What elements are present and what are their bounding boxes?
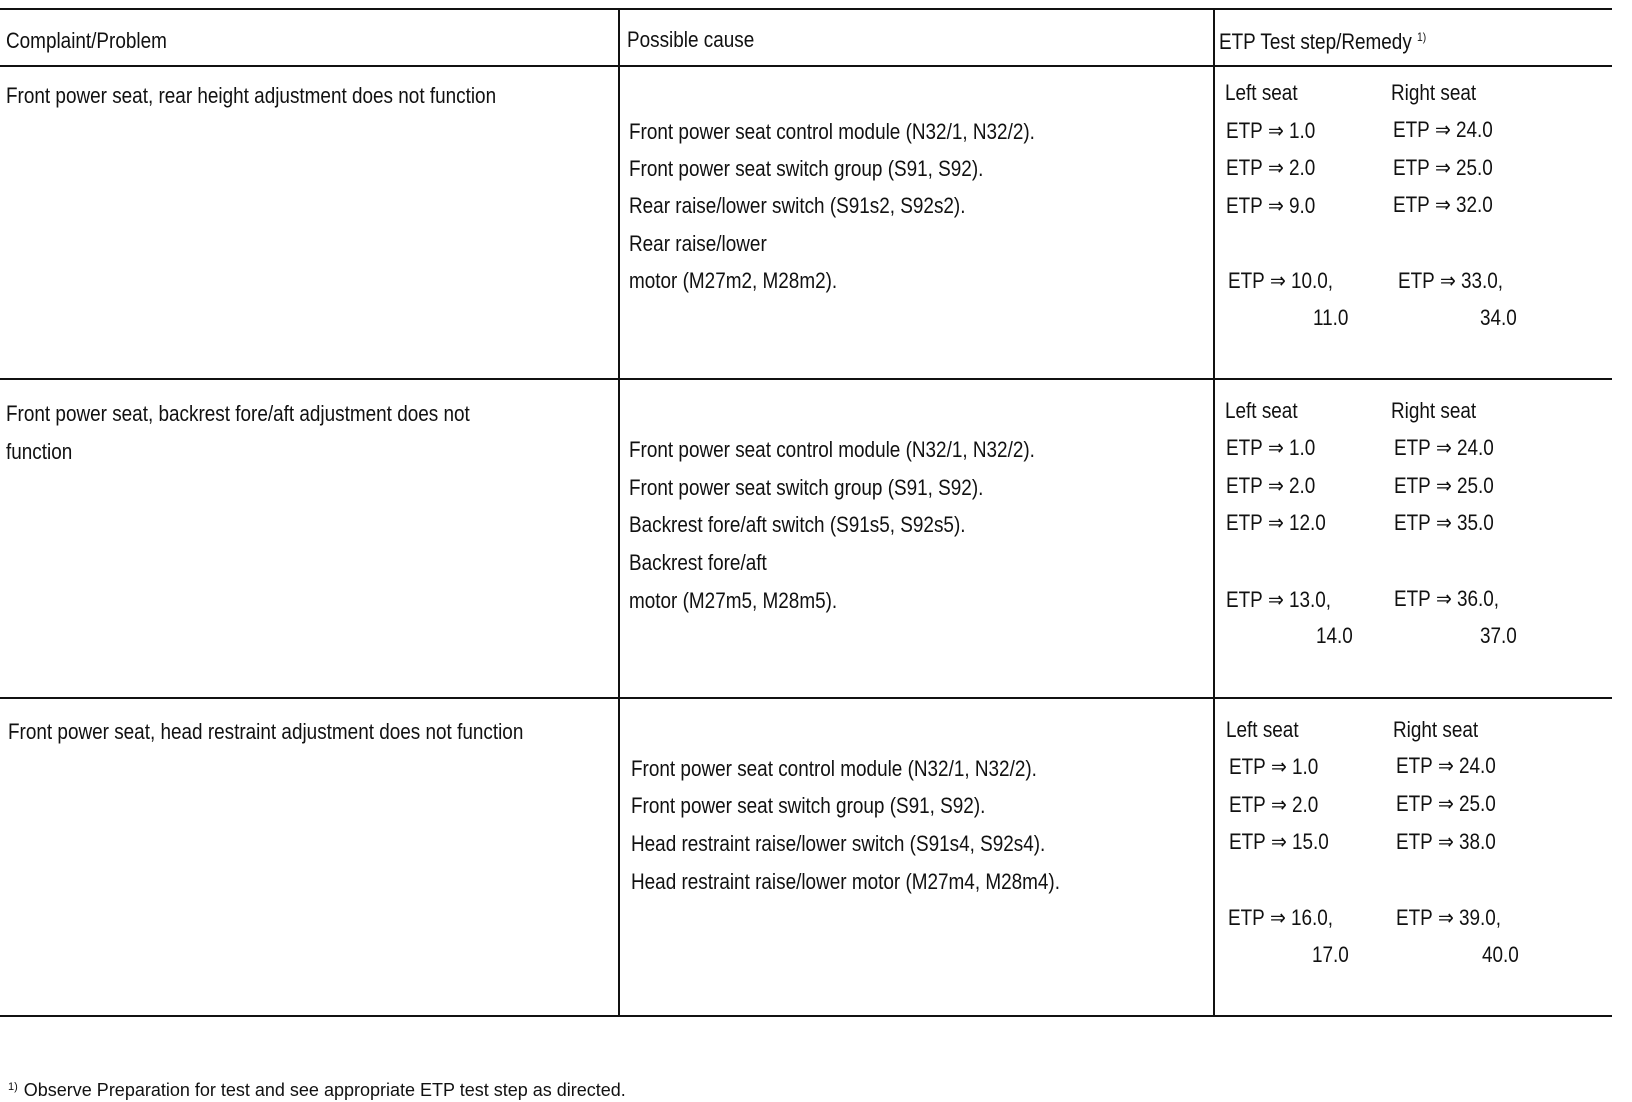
row2-cause-3: Backrest fore/aft switch (S91s5, S92s5). [629, 512, 966, 537]
arrow-icon: ⇒ [1267, 510, 1284, 535]
row2-right-seat-label: Right seat [1391, 398, 1477, 423]
row1-bottom-rule [0, 378, 1612, 380]
row1-right-step-2: ETP ⇒ 25.0 [1393, 155, 1493, 180]
row1-cause-2: Front power seat switch group (S91, S92). [629, 156, 984, 181]
arrow-icon: ⇒ [1267, 193, 1284, 218]
arrow-icon: ⇒ [1267, 155, 1284, 180]
arrow-icon: ⇒ [1267, 587, 1284, 612]
arrow-icon: ⇒ [1434, 117, 1451, 142]
header-remedy: ETP Test step/Remedy $^{1)}$ [1219, 29, 1427, 54]
header-possible-cause: Possible cause [627, 27, 755, 52]
row2-left-step-2: ETP ⇒ 2.0 [1226, 473, 1316, 498]
row2-left-step-4: ETP ⇒ 13.0, [1226, 587, 1332, 612]
footnote [8, 1076, 626, 1101]
table-top-rule [0, 8, 1612, 10]
arrow-icon: ⇒ [1270, 792, 1287, 817]
row2-bottom-rule [0, 697, 1612, 699]
arrow-icon: ⇒ [1435, 586, 1452, 611]
row2-right-step-4: ETP ⇒ 36.0, [1394, 586, 1500, 611]
row3-cause-2: Front power seat switch group (S91, S92). [631, 793, 986, 818]
row1-left-step-3: ETP ⇒ 9.0 [1226, 193, 1316, 218]
arrow-icon: ⇒ [1270, 754, 1287, 779]
row3-right-step-3: ETP ⇒ 38.0 [1396, 829, 1496, 854]
row1-complaint: Front power seat, rear height adjustment does not function [6, 83, 497, 108]
row3-left-step-2: ETP ⇒ 2.0 [1229, 792, 1319, 817]
arrow-icon: ⇒ [1267, 118, 1284, 143]
row2-cause-4: Backrest fore/aft [629, 550, 767, 575]
row3-right-step-4: ETP ⇒ 39.0, [1396, 905, 1502, 930]
arrow-icon: ⇒ [1435, 510, 1452, 535]
row2-right-step-2: ETP ⇒ 25.0 [1394, 473, 1494, 498]
row1-right-step-1: ETP ⇒ 24.0 [1393, 117, 1493, 142]
table-bottom-rule [0, 1015, 1612, 1017]
row1-cause-3: Rear raise/lower switch (S91s2, S92s2). [629, 193, 966, 218]
row2-cause-2: Front power seat switch group (S91, S92). [629, 475, 984, 500]
row3-left-seat-label: Left seat [1226, 717, 1299, 742]
footnote-ref: 1) [1416, 30, 1427, 44]
row1-right-seat-label: Right seat [1391, 80, 1477, 105]
header-bottom-rule [0, 65, 1612, 67]
row2-left-step-1: ETP ⇒ 1.0 [1226, 435, 1316, 460]
arrow-icon: ⇒ [1435, 473, 1452, 498]
arrow-icon: ⇒ [1437, 791, 1454, 816]
row3-left-step-3: ETP ⇒ 15.0 [1229, 829, 1329, 854]
row2-left-seat-label: Left seat [1225, 398, 1298, 423]
arrow-icon: ⇒ [1437, 753, 1454, 778]
row1-cause-1: Front power seat control module (N32/1, N32/2). [629, 119, 1035, 144]
row3-left-step-4-cont: 17.0 [1312, 942, 1349, 967]
row2-left-step-3: ETP ⇒ 12.0 [1226, 510, 1326, 535]
arrow-icon: ⇒ [1267, 473, 1284, 498]
row1-right-step-3: ETP ⇒ 32.0 [1393, 192, 1493, 217]
arrow-icon: ⇒ [1269, 905, 1286, 930]
row3-right-step-4-cont: 40.0 [1482, 942, 1519, 967]
row2-right-step-4-cont: 37.0 [1480, 623, 1517, 648]
arrow-icon: ⇒ [1267, 435, 1284, 460]
arrow-icon: ⇒ [1439, 268, 1456, 293]
row1-left-step-4-cont: 11.0 [1313, 305, 1349, 330]
row2-complaint-line-1: Front power seat, backrest fore/aft adjustment does not [6, 401, 470, 426]
row2-right-step-1: ETP ⇒ 24.0 [1394, 435, 1494, 460]
column-divider-2 [1213, 8, 1215, 1017]
row2-left-step-4-cont: 14.0 [1316, 623, 1353, 648]
row2-complaint-line-2: function [6, 439, 73, 464]
header-complaint: Complaint/Problem [6, 28, 167, 53]
footnote-mark: 1) [8, 1081, 18, 1093]
arrow-icon: ⇒ [1437, 829, 1454, 854]
row3-cause-4: Head restraint raise/lower motor (M27m4, M28m4). [631, 869, 1060, 894]
row1-cause-5: motor (M27m2, M28m2). [629, 268, 838, 293]
row2-right-step-3: ETP ⇒ 35.0 [1394, 510, 1494, 535]
arrow-icon: ⇒ [1435, 435, 1452, 460]
row2-cause-1: Front power seat control module (N32/1, N32/2). [629, 437, 1035, 462]
column-divider-1 [618, 8, 620, 1017]
row3-complaint: Front power seat, head restraint adjustment does not function [8, 719, 524, 744]
row3-cause-3: Head restraint raise/lower switch (S91s4, S92s4). [631, 831, 1046, 856]
arrow-icon: ⇒ [1269, 268, 1286, 293]
row1-right-step-4-cont: 34.0 [1480, 305, 1517, 330]
arrow-icon: ⇒ [1437, 905, 1454, 930]
row3-cause-1: Front power seat control module (N32/1, N32/2). [631, 756, 1037, 781]
row3-right-seat-label: Right seat [1393, 717, 1479, 742]
row1-left-step-2: ETP ⇒ 2.0 [1226, 155, 1316, 180]
row3-left-step-1: ETP ⇒ 1.0 [1229, 754, 1319, 779]
row3-left-step-4: ETP ⇒ 16.0, [1228, 905, 1334, 930]
row1-left-step-4: ETP ⇒ 10.0, [1228, 268, 1334, 293]
arrow-icon: ⇒ [1434, 155, 1451, 180]
row1-left-step-1: ETP ⇒ 1.0 [1226, 118, 1316, 143]
row1-cause-4: Rear raise/lower [629, 231, 767, 256]
row3-right-step-2: ETP ⇒ 25.0 [1396, 791, 1496, 816]
footnote-text: Observe Preparation for test and see appropriate ETP test step as directed. [23, 1080, 626, 1100]
arrow-icon: ⇒ [1434, 192, 1451, 217]
arrow-icon: ⇒ [1270, 829, 1287, 854]
row1-left-seat-label: Left seat [1225, 80, 1298, 105]
row2-cause-5: motor (M27m5, M28m5). [629, 588, 838, 613]
row1-right-step-4: ETP ⇒ 33.0, [1398, 268, 1504, 293]
row3-right-step-1: ETP ⇒ 24.0 [1396, 753, 1496, 778]
